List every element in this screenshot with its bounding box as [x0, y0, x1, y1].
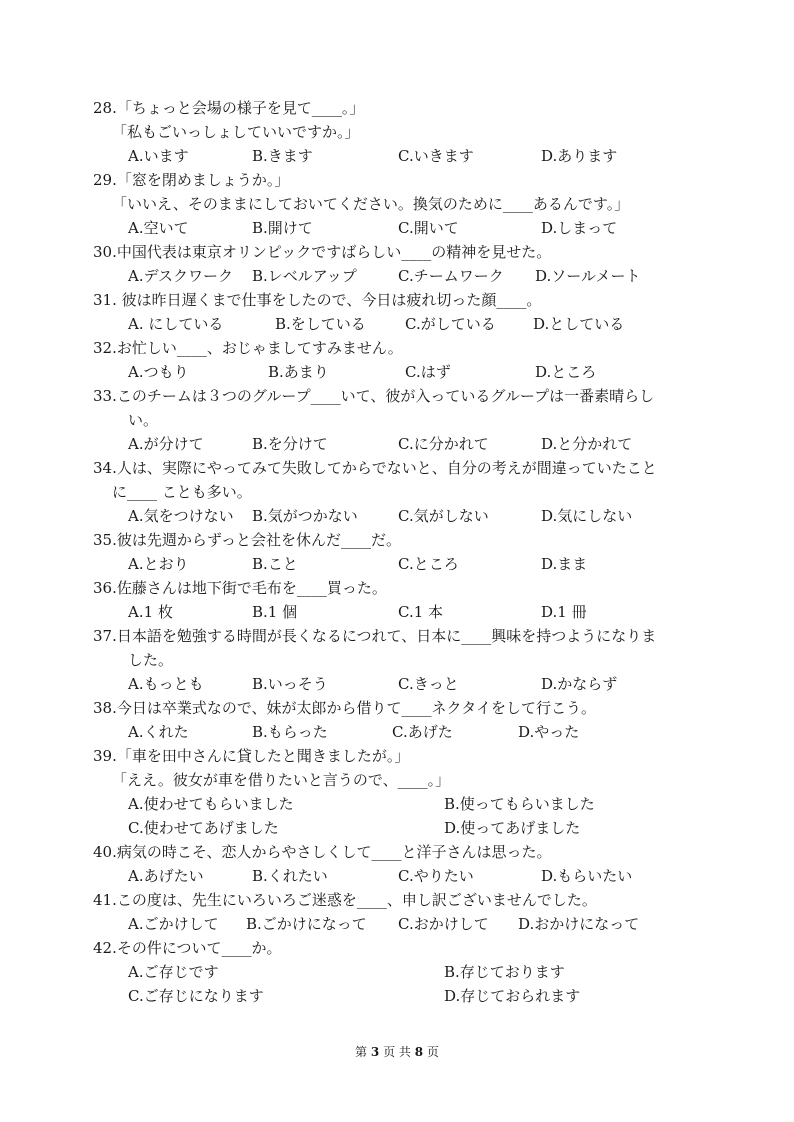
- q29-option-c: C.開いて: [398, 219, 459, 237]
- q31-option-c: C.がしている: [405, 315, 496, 333]
- q28-option-b: B.きます: [252, 147, 313, 165]
- q41-option-d: D.おかけになって: [518, 915, 640, 933]
- question-34-stem: 34.人は、実際にやってみて失敗してからでないと、自分の考えが間違っていたこと: [93, 459, 657, 477]
- q31-option-a: A. にしている: [128, 315, 224, 333]
- q37-option-c: C.きっと: [398, 675, 459, 693]
- q28-option-c: C.いきます: [398, 147, 474, 165]
- question-37-line2: した。: [128, 651, 174, 669]
- question-39-stem: 39.「車を田中さんに貸したと聞きましたが。」: [93, 747, 410, 765]
- q31-option-d: D.としている: [533, 315, 625, 333]
- q40-option-b: B.くれたい: [252, 867, 328, 885]
- q32-option-c: C.はず: [405, 363, 451, 381]
- q29-option-a: A.空いて: [128, 219, 189, 237]
- q38-option-b: B.もらった: [252, 723, 328, 741]
- q40-option-a: A.あげたい: [128, 867, 204, 885]
- q30-option-b: B.レベルアップ: [252, 267, 357, 285]
- q37-option-d: D.かならず: [541, 675, 618, 693]
- question-41-stem: 41.この度は、先生にいろいろご迷惑を____、申し訳ございませんでした。: [93, 891, 597, 909]
- question-40-stem: 40.病気の時こそ、恋人からやさしくして____と洋子さんは思った。: [93, 843, 552, 861]
- question-32-stem: 32.お忙しい____、おじゃましてすみません。: [93, 339, 403, 357]
- q37-option-b: B.いっそう: [252, 675, 328, 693]
- q38-option-a: A.くれた: [128, 723, 189, 741]
- q28-option-a: A.います: [128, 147, 189, 165]
- q36-option-d: D.1 冊: [541, 603, 587, 621]
- q32-option-b: B.あまり: [268, 363, 329, 381]
- q28-option-d: D.あります: [541, 147, 618, 165]
- question-38-stem: 38.今日は卒業式なので、妹が太郎から借りて____ネクタイをして行こう。: [93, 699, 596, 717]
- question-30-stem: 30.中国代表は東京オリンピックですばらしい____の精神を見せた。: [93, 243, 552, 261]
- q34-option-c: C.気がしない: [398, 507, 489, 525]
- question-39-line2: 「ええ。彼女が車を借りたいと言うので、____。」: [112, 771, 451, 789]
- question-33-stem: 33.このチームは３つのグループ____いて、彼が入っているグループは一番素晴らし: [93, 387, 655, 405]
- q39-option-d: D.使ってあげました: [444, 819, 581, 837]
- q39-option-a: A.使わせてもらいました: [128, 795, 294, 813]
- question-34-line2: に____ ことも多い。: [112, 483, 252, 501]
- q38-option-d: D.やった: [518, 723, 580, 741]
- q35-option-d: D.まま: [541, 555, 588, 573]
- q30-option-a: A.デスクワーク: [128, 267, 234, 285]
- question-29-stem: 29.「窓を閉めましょうか。」: [93, 171, 290, 189]
- q33-option-a: A.が分けて: [128, 435, 204, 453]
- q36-option-b: B.1 個: [252, 603, 298, 621]
- q29-option-b: B.開けて: [252, 219, 313, 237]
- question-33-line2: い。: [128, 411, 159, 429]
- q40-option-c: C.やりたい: [398, 867, 474, 885]
- q40-option-d: D.もらいたい: [541, 867, 633, 885]
- q34-option-b: B.気がつかない: [252, 507, 358, 525]
- q41-option-a: A.ごかけして: [128, 915, 219, 933]
- q39-option-b: B.使ってもらいました: [444, 795, 595, 813]
- q37-option-a: A.もっとも: [128, 675, 204, 693]
- footer-pre: 第: [355, 1045, 368, 1059]
- q33-option-c: C.に分かれて: [398, 435, 489, 453]
- q42-option-b: B.存じております: [444, 963, 565, 981]
- q35-option-c: C.ところ: [398, 555, 459, 573]
- q35-option-a: A.とおり: [128, 555, 189, 573]
- footer-page-number: 3: [370, 1045, 380, 1059]
- question-37-stem: 37.日本語を勉強する時間が長くなるにつれて、日本に____興味を持つようになりま: [93, 627, 657, 645]
- q35-option-b: B.こと: [252, 555, 298, 573]
- q30-option-d: D.ソールメート: [535, 267, 641, 285]
- question-42-stem: 42.その件について____か。: [93, 939, 282, 957]
- q34-option-a: A.気をつけない: [128, 507, 234, 525]
- q33-option-d: D.と分かれて: [541, 435, 633, 453]
- q38-option-c: C.あげた: [392, 723, 453, 741]
- question-36-stem: 36.佐藤さんは地下街で毛布を____買った。: [93, 579, 387, 597]
- q36-option-c: C.1 本: [398, 603, 444, 621]
- question-28-line2: 「私もごいっしょしていいですか。」: [112, 123, 360, 141]
- q42-option-c: C.ご存じになります: [128, 987, 264, 1005]
- q32-option-d: D.ところ: [535, 363, 597, 381]
- q32-option-a: A.つもり: [128, 363, 189, 381]
- footer-mid: 页 共: [383, 1045, 411, 1059]
- question-29-line2: 「いいえ、そのままにしておいてください。換気のために____あるんです。」: [112, 195, 630, 213]
- footer-total-pages: 8: [414, 1045, 424, 1059]
- q34-option-d: D.気にしない: [541, 507, 633, 525]
- q29-option-d: D.しまって: [541, 219, 618, 237]
- q33-option-b: B.を分けて: [252, 435, 328, 453]
- page-footer: [0, 1044, 794, 1060]
- q42-option-d: D.存じておられます: [444, 987, 581, 1005]
- question-35-stem: 35.彼は先週からずっと会社を休んだ____だ。: [93, 531, 401, 549]
- q41-option-b: B.ごかけになって: [246, 915, 367, 933]
- footer-post: 页: [426, 1045, 439, 1059]
- q42-option-a: A.ご存じです: [128, 963, 219, 981]
- q39-option-c: C.使わせてあげました: [128, 819, 279, 837]
- q30-option-c: C.チームワーク: [398, 267, 504, 285]
- question-31-stem: 31. 彼は昨日遅くまで仕事をしたので、今日は疲れ切った顔____。: [93, 291, 542, 309]
- q36-option-a: A.1 枚: [128, 603, 173, 621]
- q31-option-b: B.をしている: [275, 315, 366, 333]
- question-28-stem: 28.「ちょっと会場の様子を見て____。」: [93, 99, 365, 117]
- q41-option-c: C.おかけして: [398, 915, 489, 933]
